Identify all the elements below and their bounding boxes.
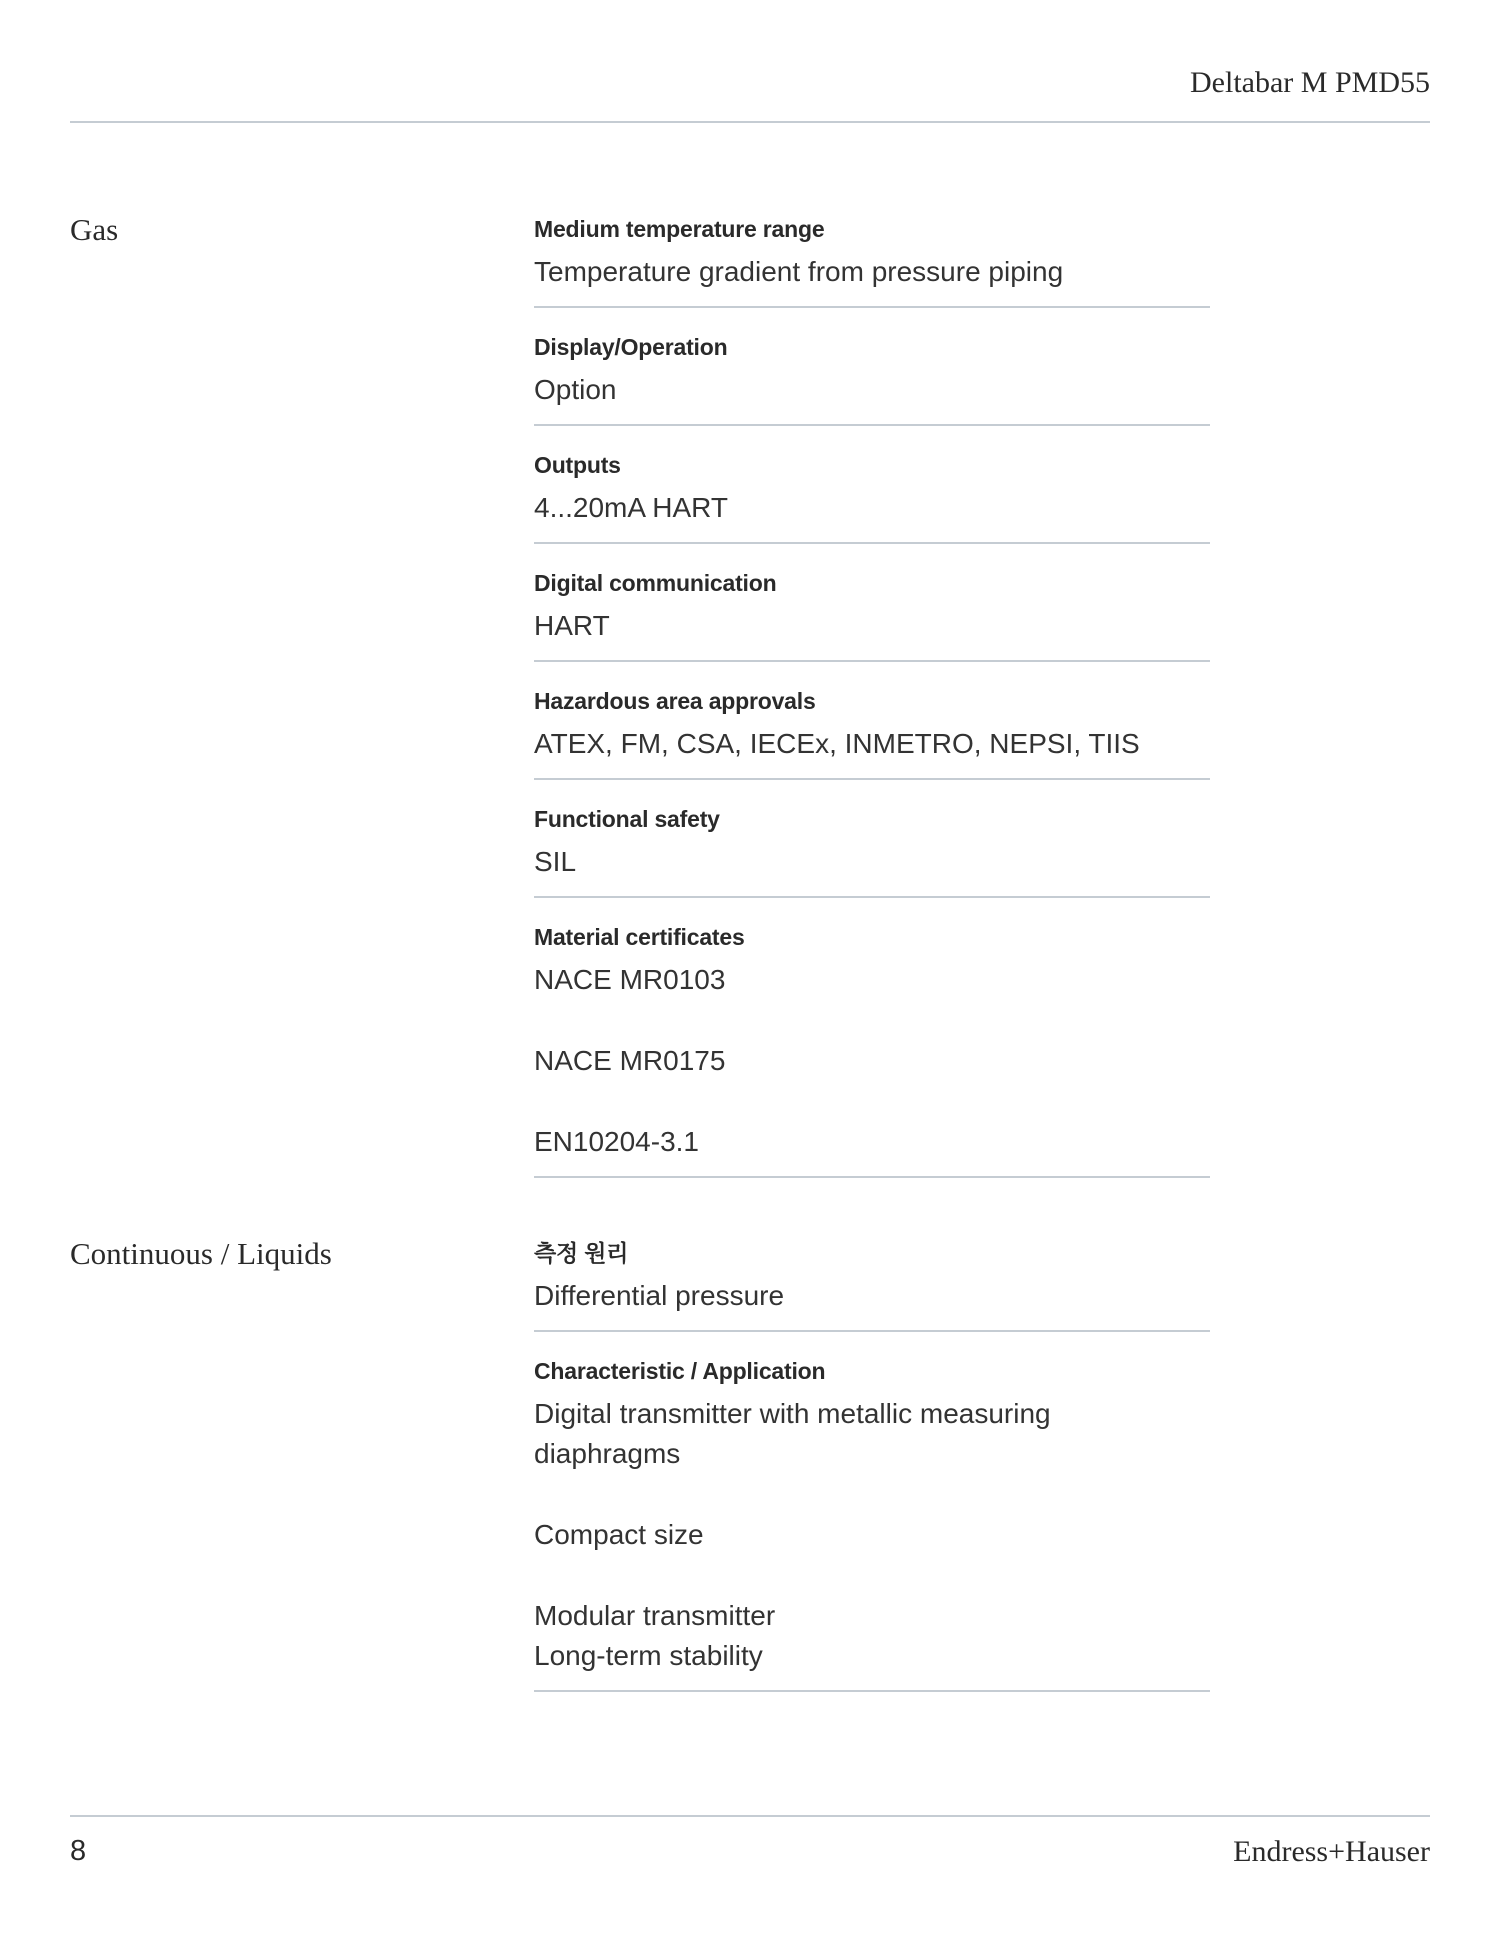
header-divider bbox=[70, 121, 1430, 123]
spec-item bbox=[534, 1356, 1210, 1692]
spec-item bbox=[534, 332, 1210, 426]
page-number: 8 bbox=[70, 1835, 87, 1867]
brand-name: Endress+Hauser bbox=[1233, 1835, 1430, 1868]
spec-value: ATEX, FM, CSA, IECEx, INMETRO, NEPSI, TIIS bbox=[534, 728, 1140, 759]
spec-label: Hazardous area approvals bbox=[534, 688, 816, 714]
spec-item bbox=[534, 922, 1210, 1178]
spec-value: Differential pressure bbox=[534, 1280, 785, 1311]
spec-label: Outputs bbox=[534, 452, 621, 478]
spec-value: Option bbox=[534, 374, 617, 405]
spec-item bbox=[534, 214, 1210, 308]
spec-label: Functional safety bbox=[534, 806, 720, 832]
spec-value: Compact size bbox=[534, 1519, 704, 1550]
section-label-gas: Gas bbox=[70, 212, 119, 247]
spec-label: Characteristic / Application bbox=[534, 1358, 826, 1384]
spec-value: Temperature gradient from pressure piping bbox=[534, 256, 1064, 287]
spec-label: Display/Operation bbox=[534, 334, 728, 360]
spec-item bbox=[534, 1238, 1210, 1332]
spec-label: Material certificates bbox=[534, 924, 745, 950]
spec-item bbox=[534, 686, 1210, 780]
spec-value: Modular transmitter bbox=[534, 1600, 776, 1631]
spec-label: Medium temperature range bbox=[534, 216, 825, 242]
spec-value: Digital transmitter with metallic measuring diaphragms bbox=[534, 1398, 1051, 1469]
document-title: Deltabar M PMD55 bbox=[1190, 66, 1430, 99]
spec-item bbox=[534, 450, 1210, 544]
spec-value: NACE MR0175 bbox=[534, 1045, 726, 1076]
spec-value: SIL bbox=[534, 846, 577, 877]
section-gas-specs bbox=[534, 214, 1210, 1202]
spec-label: 측정 원리 bbox=[534, 1240, 629, 1266]
section-label-continuous-liquids: Continuous / Liquids bbox=[70, 1236, 332, 1271]
section-continuous-liquids-specs bbox=[534, 1238, 1210, 1716]
footer-divider bbox=[70, 1815, 1430, 1817]
spec-item bbox=[534, 804, 1210, 898]
spec-value: 4...20mA HART bbox=[534, 492, 729, 523]
spec-value: NACE MR0103 bbox=[534, 964, 726, 995]
spec-value: HART bbox=[534, 610, 610, 641]
spec-value: EN10204-3.1 bbox=[534, 1126, 700, 1157]
spec-item bbox=[534, 568, 1210, 662]
spec-label: Digital communication bbox=[534, 570, 777, 596]
spec-value: Long-term stability bbox=[534, 1640, 763, 1671]
